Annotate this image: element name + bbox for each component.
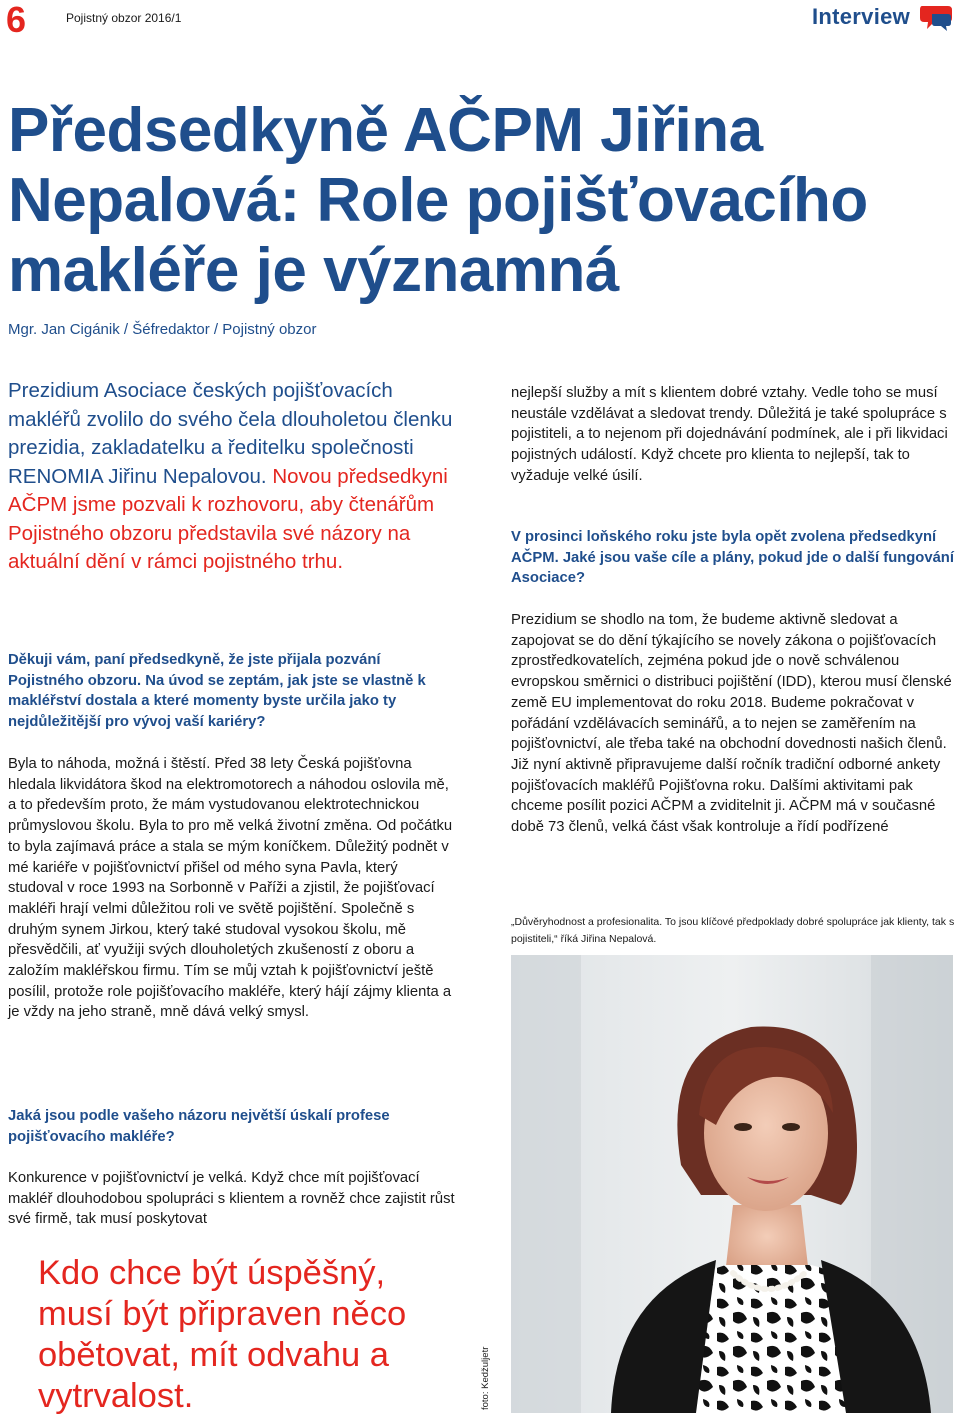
question-3-body: Jaké jsou vaše cíle a plány, pokud jde o další fungování Asociace? <box>511 549 954 587</box>
question-1-body: Na úvod se zeptám, jak jste se vlastně k makléřství dostala a které momenty byste určila jako ty nejdůležitější pro vývoj vaší kariéry? <box>8 672 426 731</box>
answer-2-start: Konkurence v pojišťovnictví je velká. Když chce mít pojišťovací makléř dlouhodobou spolupráci s klientem a rovněž chce zajistit růst své firmě, tak musí poskytovat <box>8 1170 455 1228</box>
answer-3: Prezidium se shodlo na tom, že budeme aktivně sledovat a zapojovat se do dění týkajícího se novely zákona o pojišťovacích zprostředkovatelích, zejména pokud jde o nově schválenou evropskou směrnici o distribuci pojištění (IDD), kterou musí členské země EU implementovat do roku 2018. Budeme pokračovat v pořádání vzdělávacích seminářů, a to nejen se zaměřením na pojišťovnictví, ale třeba také na obchodní dovednosti našich členů. Již nyní aktivně připravujeme další ročník tradiční odborné ankety pojišťovacích makléřů Pojišťovna roku. Dalšími aktivitami pak chceme posílit pozici AČPM a zviditelnit ji. AČPM má v současné době 73 členů, velká část však kontroluje a řídí podřízené <box>511 612 952 836</box>
portrait-photo <box>511 955 953 1413</box>
magazine-issue: Pojistný obzor 2016/1 <box>66 11 182 25</box>
speech-bubble-icon <box>918 4 954 32</box>
question-2: Jaká jsou podle vašeho názoru největší úskalí profese pojišťovacího makléře? <box>8 1108 390 1145</box>
pull-quote: Kdo chce být úspěšný, musí být připraven něco obětovat, mít odvahu a vytrvalost. <box>38 1254 407 1415</box>
article-lead <box>8 377 453 577</box>
photo-caption: „Důvěryhodnost a profesionalita. To jsou klíčové předpoklady dobré spolupráce jak klienty, tak s pojistiteli,“ říká Jiřina Nepalová. <box>511 916 955 945</box>
page-number: 6 <box>6 0 27 40</box>
photo-credit: foto: Kedžuljetr <box>480 1346 491 1410</box>
question-3 <box>511 527 956 589</box>
lead-intro: Prezidium Asociace českých pojišťovacích makléřů zvolilo do svého čela dlouholetou členku prezidia, zakladatelku a ředitelku společnosti RENOMIA Jiřinu Nepalovou. <box>8 379 453 488</box>
article-headline: Předsedkyně AČPM Jiřina Nepalová: Role pojišťovacího makléře je významná <box>8 96 868 305</box>
byline: Mgr. Jan Cigánik / Šéfredaktor / Pojistný obzor <box>8 321 317 338</box>
question-3-intro: V prosinci loňského roku jste byla opět zvolena předsedkyní AČPM. <box>511 529 937 566</box>
question-1-intro: Děkuji vám, paní předsedkyně, že jste přijala pozvání Pojistného obzoru. <box>8 652 381 689</box>
answer-2-continued: nejlepší služby a mít s klientem dobré vztahy. Vedle toho se musí neustále vzdělávat a sledovat trendy. Důležitá je také spolupráce s pojistiteli, a to nejenom při dojednávání podmínek, ale i při likvidaci pojistných událostí. Když chcete pro klienta to nejlepší, tak to vyžaduje velké úsilí. <box>511 385 948 484</box>
lead-invitation: Novou předsedkyni AČPM jsme pozvali k rozhovoru, aby čtenářům Pojistného obzoru představila své názory na aktuální dění v rámci pojistného trhu. <box>8 464 448 573</box>
question-1 <box>8 650 456 733</box>
answer-1: Byla to náhoda, možná i štěstí. Před 38 lety Česká pojišťovna hledala likvidátora škod na elektromotorech a náhodou oslovila mě, a to především proto, že mám vystudovanou elektrotechnickou průmyslovou školu. Byla to pro mě velká životní změna. Od počátku to byla zajímavá práce a stala se mým koníčkem. Důležitý podnět v mé kariéře v pojišťovnictví přišel od mého syna Pavla, který studoval v roce 1993 na Sorbonně v Paříži a zjistil, že pojišťovací makléři hrají velmi důležitou roli ve světě pojištění. Společně s druhým synem Jirkou, který také studoval vysokou školu, mě přesvědčili, ať využiji svých dlouholetých zkušeností z oboru a založím makléřskou firmu. Tím se můj vztah k pojišťovnictví ještě posílil, protože role pojišťovacího makléře, který hájí zájmy klienta a je vždy na jeho straně, mně dává velký smysl. <box>8 756 453 1021</box>
section-label: Interview <box>812 4 911 29</box>
